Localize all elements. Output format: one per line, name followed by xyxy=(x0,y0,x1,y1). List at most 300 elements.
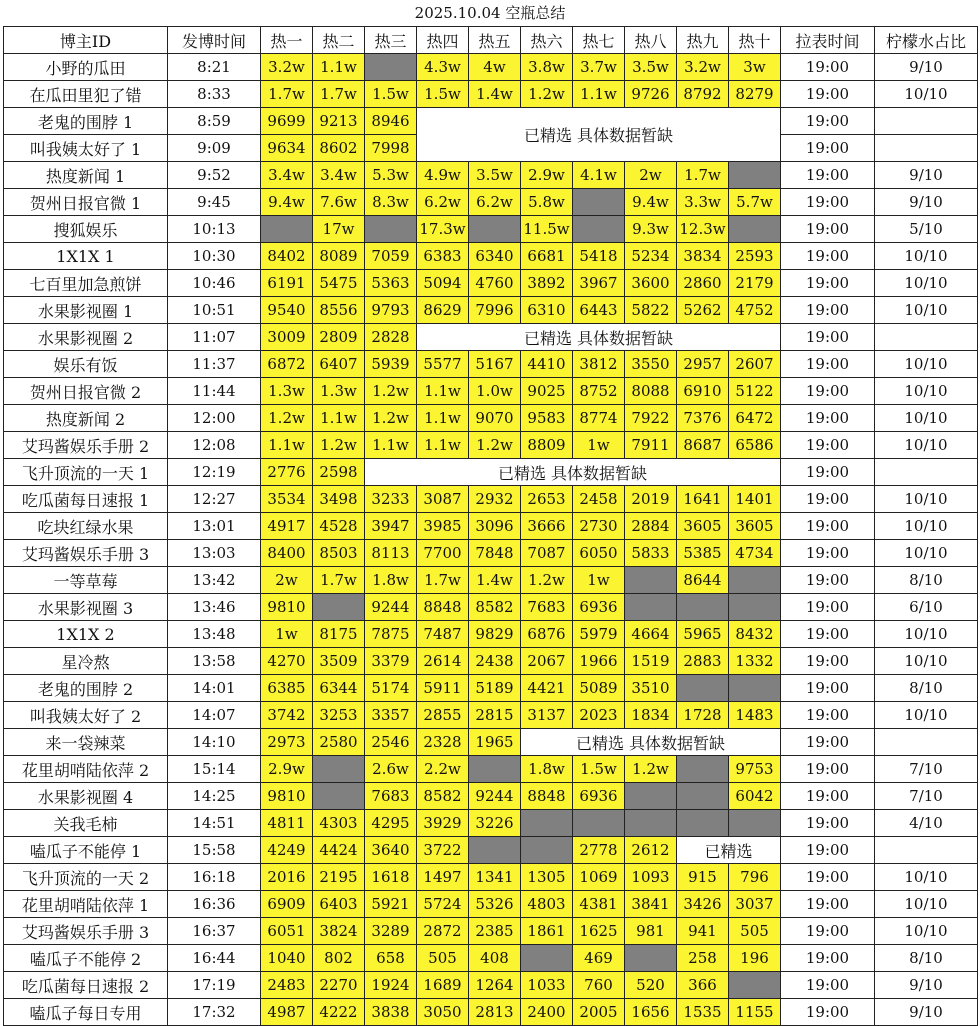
missing-cell xyxy=(261,216,313,243)
hot-value-cell: 2023 xyxy=(573,702,625,729)
hot-value-cell: 1.7w xyxy=(261,81,313,108)
hot-value-cell: 9540 xyxy=(261,297,313,324)
hot-value-cell: 469 xyxy=(573,945,625,972)
hot-value-cell: 2828 xyxy=(365,324,417,351)
hot-value-cell: 7.6w xyxy=(313,189,365,216)
selected-note-cell: 已精选 xyxy=(677,837,781,864)
missing-cell xyxy=(573,810,625,837)
pull-time-cell: 19:00 xyxy=(781,432,875,459)
hot-value-cell: 5.8w xyxy=(521,189,573,216)
blogger-id-cell: 艾玛酱娱乐手册 3 xyxy=(4,540,168,567)
ratio-cell: 6/10 xyxy=(875,594,978,621)
hot-value-cell: 9583 xyxy=(521,405,573,432)
table-row xyxy=(4,432,978,459)
hot-value-cell: 4410 xyxy=(521,351,573,378)
hot-value-cell: 9810 xyxy=(261,594,313,621)
hot-value-cell: 2016 xyxy=(261,864,313,891)
table-row xyxy=(4,270,978,297)
hot-value-cell: 3.4w xyxy=(261,162,313,189)
ratio-cell: 9/10 xyxy=(875,54,978,81)
hot-value-cell: 4303 xyxy=(313,810,365,837)
hot-value-cell: 1332 xyxy=(729,648,781,675)
post-time-cell: 12:08 xyxy=(168,432,261,459)
hot-value-cell: 1.1w xyxy=(313,405,365,432)
hot-value-cell: 2005 xyxy=(573,999,625,1026)
hot-value-cell: 9070 xyxy=(469,405,521,432)
hot-value-cell: 3.8w xyxy=(521,54,573,81)
pull-time-cell: 19:00 xyxy=(781,540,875,567)
pull-time-cell: 19:00 xyxy=(781,378,875,405)
pull-time-cell: 19:00 xyxy=(781,108,875,135)
hot-value-cell: 4424 xyxy=(313,837,365,864)
hot-value-cell: 1033 xyxy=(521,972,573,999)
hot-value-cell: 1.1w xyxy=(417,378,469,405)
hot-value-cell: 2614 xyxy=(417,648,469,675)
blogger-id-cell: 1X1X 2 xyxy=(4,621,168,648)
ratio-cell: 10/10 xyxy=(875,378,978,405)
table-row xyxy=(4,945,978,972)
hot-value-cell: 9810 xyxy=(261,783,313,810)
hot-value-cell: 3600 xyxy=(625,270,677,297)
hot-value-cell: 2855 xyxy=(417,702,469,729)
hot-value-cell: 17w xyxy=(313,216,365,243)
post-time-cell: 10:13 xyxy=(168,216,261,243)
missing-cell xyxy=(469,837,521,864)
hot-value-cell: 2483 xyxy=(261,972,313,999)
hot-value-cell: 4.3w xyxy=(417,54,469,81)
hot-value-cell: 8582 xyxy=(417,783,469,810)
pull-time-cell: 19:00 xyxy=(781,513,875,540)
post-time-cell: 10:51 xyxy=(168,297,261,324)
hot-value-cell: 3967 xyxy=(573,270,625,297)
hot-value-cell: 1.7w xyxy=(313,81,365,108)
hot-value-cell: 12.3w xyxy=(677,216,729,243)
hot-value-cell: 3640 xyxy=(365,837,417,864)
hot-value-cell: 6407 xyxy=(313,351,365,378)
hot-value-cell: 8848 xyxy=(521,783,573,810)
post-time-cell: 15:58 xyxy=(168,837,261,864)
post-time-cell: 13:42 xyxy=(168,567,261,594)
hot-value-cell: 3426 xyxy=(677,891,729,918)
hot-value-cell: 4.9w xyxy=(417,162,469,189)
hot-value-cell: 8400 xyxy=(261,540,313,567)
missing-cell xyxy=(729,810,781,837)
pull-time-cell: 19:00 xyxy=(781,783,875,810)
table-row xyxy=(4,405,978,432)
hot-value-cell: 1.3w xyxy=(261,378,313,405)
hot-value-cell: 3.5w xyxy=(625,54,677,81)
missing-cell xyxy=(729,162,781,189)
hot-value-cell: 505 xyxy=(417,945,469,972)
ratio-cell: 9/10 xyxy=(875,972,978,999)
blogger-id-cell: 七百里加急煎饼 xyxy=(4,270,168,297)
hot-value-cell: 1.2w xyxy=(313,432,365,459)
hot-value-cell: 1861 xyxy=(521,918,573,945)
hot-value-cell: 7059 xyxy=(365,243,417,270)
hot-value-cell: 3509 xyxy=(313,648,365,675)
ratio-cell: 10/10 xyxy=(875,702,978,729)
missing-cell xyxy=(677,594,729,621)
hot-value-cell: 9.3w xyxy=(625,216,677,243)
hot-value-cell: 658 xyxy=(365,945,417,972)
hot-value-cell: 8582 xyxy=(469,594,521,621)
hot-value-cell: 5174 xyxy=(365,675,417,702)
blogger-id-cell: 吃瓜菌每日速报 2 xyxy=(4,972,168,999)
hot-value-cell: 11.5w xyxy=(521,216,573,243)
hot-value-cell: 3838 xyxy=(365,999,417,1026)
hot-value-cell: 3.7w xyxy=(573,54,625,81)
table-row xyxy=(4,567,978,594)
hot-value-cell: 6051 xyxy=(261,918,313,945)
hot-value-cell: 7376 xyxy=(677,405,729,432)
post-time-cell: 13:03 xyxy=(168,540,261,567)
hot-value-cell: 1.1w xyxy=(261,432,313,459)
table-row xyxy=(4,648,978,675)
hot-value-cell: 7683 xyxy=(521,594,573,621)
hot-value-cell: 2809 xyxy=(313,324,365,351)
hot-value-cell: 3742 xyxy=(261,702,313,729)
blogger-id-cell: 热度新闻 2 xyxy=(4,405,168,432)
table-row xyxy=(4,864,978,891)
hot-value-cell: 5.7w xyxy=(729,189,781,216)
hot-value-cell: 4734 xyxy=(729,540,781,567)
hot-value-cell: 3009 xyxy=(261,324,313,351)
missing-cell xyxy=(313,783,365,810)
hot-value-cell: 6344 xyxy=(313,675,365,702)
hot-value-cell: 5979 xyxy=(573,621,625,648)
blogger-id-cell: 水果影视圈 2 xyxy=(4,324,168,351)
hot-value-cell: 2438 xyxy=(469,648,521,675)
hot-value-cell: 1497 xyxy=(417,864,469,891)
missing-cell xyxy=(521,945,573,972)
pull-time-cell: 19:00 xyxy=(781,270,875,297)
hot-value-cell: 1.1w xyxy=(573,81,625,108)
hot-value-cell: 3226 xyxy=(469,810,521,837)
ratio-cell xyxy=(875,108,978,135)
table-row xyxy=(4,540,978,567)
ratio-cell xyxy=(875,324,978,351)
hot-value-cell: 3.2w xyxy=(261,54,313,81)
hot-value-cell: 1.4w xyxy=(469,567,521,594)
hot-value-cell: 6936 xyxy=(573,783,625,810)
hot-value-cell: 1155 xyxy=(729,999,781,1026)
table-row xyxy=(4,108,978,135)
pull-time-cell: 19:00 xyxy=(781,162,875,189)
hot-value-cell: 915 xyxy=(677,864,729,891)
hot-value-cell: 3037 xyxy=(729,891,781,918)
hot-value-cell: 8432 xyxy=(729,621,781,648)
pull-time-cell: 19:00 xyxy=(781,972,875,999)
hot-value-cell: 1341 xyxy=(469,864,521,891)
missing-cell xyxy=(729,594,781,621)
post-time-cell: 16:44 xyxy=(168,945,261,972)
hot-value-cell: 2458 xyxy=(573,486,625,513)
hot-value-cell: 1965 xyxy=(469,729,521,756)
hot-value-cell: 4664 xyxy=(625,621,677,648)
hot-value-cell: 6910 xyxy=(677,378,729,405)
pull-time-cell: 19:00 xyxy=(781,945,875,972)
post-time-cell: 11:07 xyxy=(168,324,261,351)
post-time-cell: 13:48 xyxy=(168,621,261,648)
hot-value-cell: 2813 xyxy=(469,999,521,1026)
hot-value-cell: 7487 xyxy=(417,621,469,648)
hot-value-cell: 2593 xyxy=(729,243,781,270)
hot-value-cell: 941 xyxy=(677,918,729,945)
hot-value-cell: 1w xyxy=(573,432,625,459)
ratio-cell xyxy=(875,459,978,486)
hot-value-cell: 4421 xyxy=(521,675,573,702)
ratio-cell: 9/10 xyxy=(875,999,978,1026)
pull-time-cell: 19:00 xyxy=(781,837,875,864)
pull-time-cell: 19:00 xyxy=(781,54,875,81)
page-title: 2025.10.04 空瓶总结 xyxy=(414,4,566,22)
hot-value-cell: 8279 xyxy=(729,81,781,108)
table-row xyxy=(4,378,978,405)
table-row xyxy=(4,756,978,783)
hot-value-cell: 8113 xyxy=(365,540,417,567)
hot-value-cell: 258 xyxy=(677,945,729,972)
ratio-cell: 8/10 xyxy=(875,675,978,702)
table-row xyxy=(4,999,978,1026)
table-row xyxy=(4,972,978,999)
hot-value-cell: 17.3w xyxy=(417,216,469,243)
pull-time-cell: 19:00 xyxy=(781,243,875,270)
hot-value-cell: 1w xyxy=(261,621,313,648)
post-time-cell: 9:52 xyxy=(168,162,261,189)
missing-cell xyxy=(677,756,729,783)
table-row xyxy=(4,162,978,189)
column-header: 柠檬水占比 xyxy=(875,27,978,54)
hot-value-cell: 2.2w xyxy=(417,756,469,783)
table-row xyxy=(4,216,978,243)
hot-value-cell: 5911 xyxy=(417,675,469,702)
hot-value-cell: 5234 xyxy=(625,243,677,270)
hot-value-cell: 3.4w xyxy=(313,162,365,189)
hot-value-cell: 6681 xyxy=(521,243,573,270)
blogger-id-cell: 水果影视圈 1 xyxy=(4,297,168,324)
hot-value-cell: 2730 xyxy=(573,513,625,540)
hot-value-cell: 1.5w xyxy=(417,81,469,108)
hot-value-cell: 2.9w xyxy=(261,756,313,783)
hot-value-cell: 8752 xyxy=(573,378,625,405)
ratio-cell xyxy=(875,135,978,162)
hot-value-cell: 4917 xyxy=(261,513,313,540)
hot-value-cell: 6403 xyxy=(313,891,365,918)
hot-value-cell: 7700 xyxy=(417,540,469,567)
blogger-id-cell: 小野的瓜田 xyxy=(4,54,168,81)
blogger-id-cell: 艾玛酱娱乐手册 3 xyxy=(4,918,168,945)
post-time-cell: 11:44 xyxy=(168,378,261,405)
blogger-id-cell: 贺州日报官微 2 xyxy=(4,378,168,405)
hot-value-cell: 2883 xyxy=(677,648,729,675)
hot-value-cell: 1w xyxy=(573,567,625,594)
hot-value-cell: 9025 xyxy=(521,378,573,405)
hot-value-cell: 3050 xyxy=(417,999,469,1026)
hot-value-cell: 2932 xyxy=(469,486,521,513)
hot-value-cell: 3289 xyxy=(365,918,417,945)
post-time-cell: 17:19 xyxy=(168,972,261,999)
post-time-cell: 12:00 xyxy=(168,405,261,432)
table-row xyxy=(4,729,978,756)
selected-note-cell: 已精选 具体数据暂缺 xyxy=(417,108,781,162)
pull-time-cell: 19:00 xyxy=(781,81,875,108)
hot-value-cell: 3137 xyxy=(521,702,573,729)
ratio-cell: 9/10 xyxy=(875,189,978,216)
hot-value-cell: 1040 xyxy=(261,945,313,972)
hot-value-cell: 1.1w xyxy=(313,54,365,81)
blogger-id-cell: 关我毛柿 xyxy=(4,810,168,837)
hot-value-cell: 1.4w xyxy=(469,81,521,108)
blogger-id-cell: 水果影视圈 3 xyxy=(4,594,168,621)
hot-value-cell: 520 xyxy=(625,972,677,999)
hot-value-cell: 1535 xyxy=(677,999,729,1026)
hot-value-cell: 6.2w xyxy=(469,189,521,216)
hot-value-cell: 6191 xyxy=(261,270,313,297)
hot-value-cell: 8088 xyxy=(625,378,677,405)
ratio-cell: 4/10 xyxy=(875,810,978,837)
hot-value-cell: 2778 xyxy=(573,837,625,864)
hot-value-cell: 6472 xyxy=(729,405,781,432)
column-header: 热九 xyxy=(677,27,729,54)
column-header: 拉表时间 xyxy=(781,27,875,54)
pull-time-cell: 19:00 xyxy=(781,297,875,324)
missing-cell xyxy=(521,837,573,864)
table-row xyxy=(4,297,978,324)
hot-value-cell: 505 xyxy=(729,918,781,945)
hot-value-cell: 8503 xyxy=(313,540,365,567)
table-row xyxy=(4,810,978,837)
post-time-cell: 17:32 xyxy=(168,999,261,1026)
blogger-id-cell: 叫我姨太好了 1 xyxy=(4,135,168,162)
hot-value-cell: 5089 xyxy=(573,675,625,702)
hot-value-cell: 1.2w xyxy=(625,756,677,783)
post-time-cell: 8:21 xyxy=(168,54,261,81)
hot-value-cell: 8848 xyxy=(417,594,469,621)
hot-value-cell: 6340 xyxy=(469,243,521,270)
ratio-cell: 10/10 xyxy=(875,297,978,324)
column-header: 热三 xyxy=(365,27,417,54)
blogger-id-cell: 艾玛酱娱乐手册 2 xyxy=(4,432,168,459)
hot-value-cell: 1.1w xyxy=(365,432,417,459)
missing-cell xyxy=(313,594,365,621)
hot-value-cell: 4811 xyxy=(261,810,313,837)
column-header: 热五 xyxy=(469,27,521,54)
hot-value-cell: 1.2w xyxy=(521,81,573,108)
hot-value-cell: 1.1w xyxy=(417,432,469,459)
hot-value-cell: 4528 xyxy=(313,513,365,540)
hot-value-cell: 3510 xyxy=(625,675,677,702)
table-row xyxy=(4,54,978,81)
hot-value-cell: 1834 xyxy=(625,702,677,729)
hot-value-cell: 1519 xyxy=(625,648,677,675)
blogger-id-cell: 在瓜田里犯了错 xyxy=(4,81,168,108)
header-row xyxy=(4,27,978,54)
hot-value-cell: 1.2w xyxy=(521,567,573,594)
post-time-cell: 14:10 xyxy=(168,729,261,756)
missing-cell xyxy=(365,216,417,243)
hot-value-cell: 3087 xyxy=(417,486,469,513)
table-row xyxy=(4,351,978,378)
table-row xyxy=(4,702,978,729)
ratio-cell: 10/10 xyxy=(875,540,978,567)
hot-value-cell: 8792 xyxy=(677,81,729,108)
hot-value-cell: 3.5w xyxy=(469,162,521,189)
missing-cell xyxy=(729,972,781,999)
column-header: 热二 xyxy=(313,27,365,54)
hot-value-cell: 2546 xyxy=(365,729,417,756)
table-row xyxy=(4,189,978,216)
hot-value-cell: 3605 xyxy=(729,513,781,540)
hot-value-cell: 1728 xyxy=(677,702,729,729)
pull-time-cell: 19:00 xyxy=(781,864,875,891)
post-time-cell: 11:37 xyxy=(168,351,261,378)
column-header: 发博时间 xyxy=(168,27,261,54)
column-header: 热一 xyxy=(261,27,313,54)
pull-time-cell: 19:00 xyxy=(781,729,875,756)
hot-value-cell: 2270 xyxy=(313,972,365,999)
ratio-cell: 10/10 xyxy=(875,270,978,297)
ratio-cell xyxy=(875,837,978,864)
hot-value-cell: 4760 xyxy=(469,270,521,297)
missing-cell xyxy=(625,783,677,810)
hot-value-cell: 3812 xyxy=(573,351,625,378)
table-row xyxy=(4,918,978,945)
table-row xyxy=(4,81,978,108)
missing-cell xyxy=(625,945,677,972)
ratio-cell xyxy=(875,729,978,756)
column-header: 博主ID xyxy=(4,27,168,54)
hot-value-cell: 6443 xyxy=(573,297,625,324)
summary-table xyxy=(3,26,978,1026)
missing-cell xyxy=(313,756,365,783)
table-row xyxy=(4,324,978,351)
post-time-cell: 13:46 xyxy=(168,594,261,621)
ratio-cell: 10/10 xyxy=(875,864,978,891)
hot-value-cell: 8.3w xyxy=(365,189,417,216)
missing-cell xyxy=(625,810,677,837)
hot-value-cell: 4381 xyxy=(573,891,625,918)
hot-value-cell: 1.3w xyxy=(313,378,365,405)
hot-value-cell: 1.2w xyxy=(469,432,521,459)
hot-value-cell: 6.2w xyxy=(417,189,469,216)
column-header: 热四 xyxy=(417,27,469,54)
ratio-cell: 10/10 xyxy=(875,891,978,918)
hot-value-cell: 5921 xyxy=(365,891,417,918)
ratio-cell: 10/10 xyxy=(875,513,978,540)
blogger-id-cell: 吃瓜菌每日速报 1 xyxy=(4,486,168,513)
blogger-id-cell: 1X1X 1 xyxy=(4,243,168,270)
blogger-id-cell: 飞升顶流的一天 1 xyxy=(4,459,168,486)
blogger-id-cell: 娱乐有饭 xyxy=(4,351,168,378)
column-header: 热八 xyxy=(625,27,677,54)
ratio-cell: 9/10 xyxy=(875,162,978,189)
blogger-id-cell: 星冷熬 xyxy=(4,648,168,675)
hot-value-cell: 9793 xyxy=(365,297,417,324)
blogger-id-cell: 一等草莓 xyxy=(4,567,168,594)
hot-value-cell: 6909 xyxy=(261,891,313,918)
ratio-cell: 10/10 xyxy=(875,621,978,648)
hot-value-cell: 4270 xyxy=(261,648,313,675)
hot-value-cell: 3550 xyxy=(625,351,677,378)
hot-value-cell: 3985 xyxy=(417,513,469,540)
hot-value-cell: 1924 xyxy=(365,972,417,999)
hot-value-cell: 3605 xyxy=(677,513,729,540)
pull-time-cell: 19:00 xyxy=(781,324,875,351)
ratio-cell: 8/10 xyxy=(875,945,978,972)
pull-time-cell: 19:00 xyxy=(781,405,875,432)
hot-value-cell: 9726 xyxy=(625,81,677,108)
table-row xyxy=(4,675,978,702)
